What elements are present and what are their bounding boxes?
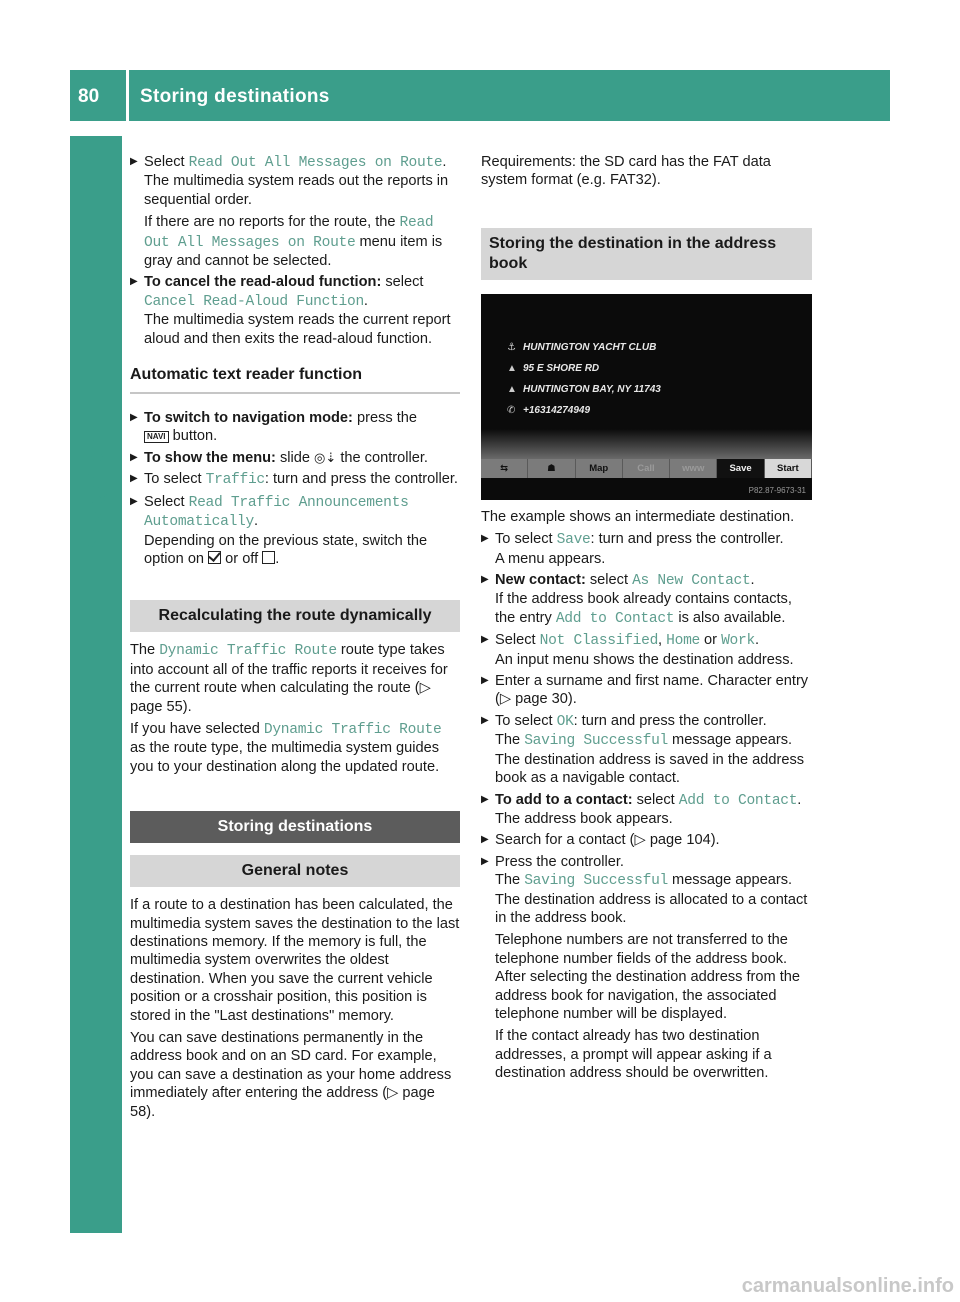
menu-item-map: Map xyxy=(576,459,623,478)
menu-poi-icon: ☗ xyxy=(528,459,575,478)
phone-icon: ✆ xyxy=(507,404,516,416)
heading-automatic-text-reader: Automatic text reader function xyxy=(130,366,363,384)
screen-row-city: ▲ HUNTINGTON BAY, NY 11743 xyxy=(507,383,661,395)
step-arrow-icon: ▶ xyxy=(130,495,138,507)
step-arrow-icon: ▶ xyxy=(481,634,489,646)
step-arrow-icon: ▶ xyxy=(481,675,489,687)
step-press-controller: ▶ Press the controller. The Saving Successful message appears. The destination address is allocated to a contact in the address book. Telephone numbers are not transferred to the telephone number fields of the address book. After selecting the destination address from the address book for navigation, the associated telephone number will be displayed. If the contact already has two destination addresses, a prompt will appear asking if a destination address should be overwritten. xyxy=(481,853,812,1083)
paragraph-requirements: Requirements: the SD card has the FAT data system format (e.g. FAT32). xyxy=(481,154,771,189)
paragraph-general-notes-2: You can save destinations permanently in the address book and on an SD card. For example, you can save a destination as your home address immediately after entering the address (▷ page 58). xyxy=(130,1030,452,1120)
side-tab-label: Navigation xyxy=(83,438,108,552)
step-select-category: ▶ Select Not Classified, Home or Work. An input menu shows the destination address. xyxy=(481,632,794,668)
menu-swap-icon: ⇆ xyxy=(481,459,528,478)
step-select-ok: ▶ To select OK: turn and press the controller. The Saving Successful message appears. The destination address is saved in the address book as a navigable contact. xyxy=(481,712,805,787)
watermark: carmanualsonline.info xyxy=(741,1275,954,1297)
side-tab-bar xyxy=(70,136,122,1233)
heading-general-notes: General notes xyxy=(130,855,460,887)
paragraph-example: The example shows an intermediate destination. xyxy=(481,508,795,525)
street-icon: ▲ xyxy=(507,362,517,374)
address-screen-image xyxy=(481,294,812,500)
page-title: Storing destinations xyxy=(140,86,330,107)
page-ref-arrow-icon: ▷ xyxy=(634,832,646,849)
city-icon: ▲ xyxy=(507,383,517,395)
screen-menu-bar xyxy=(481,459,812,478)
step-arrow-icon: ▶ xyxy=(481,714,489,726)
screen-glow xyxy=(481,429,812,459)
step-arrow-icon: ▶ xyxy=(481,793,489,805)
step-select-save: ▶ To select Save: turn and press the controller. A menu appears. xyxy=(481,531,784,567)
paragraph-dynamic-traffic: The Dynamic Traffic Route route type takes into account all of the traffic reports it receives for the current route when calculating the route (▷ page 55). xyxy=(130,642,448,715)
heading-recalculating-route: Recalculating the route dynamically xyxy=(130,600,460,632)
step-arrow-icon: ▶ xyxy=(481,574,489,586)
controller-slide-down-icon: ◎⇣ xyxy=(314,449,337,465)
heading-storing-in-address-book: Storing the destination in the address book xyxy=(481,228,812,280)
step-arrow-icon: ▶ xyxy=(481,855,489,867)
step-read-traffic-announcements: ▶ Select Read Traffic Announcements Automatically. Depending on the previous state, switch the option on or off . xyxy=(130,493,428,567)
page-number: 80 xyxy=(78,86,100,107)
step-select-traffic: ▶ To select Traffic: turn and press the controller. xyxy=(130,471,458,489)
header-divider xyxy=(126,70,129,121)
marina-icon: ⚓ xyxy=(507,341,516,353)
step-arrow-icon: ▶ xyxy=(481,834,489,846)
screen-image-code: P82.87-9673-31 xyxy=(748,485,806,495)
paragraph-dynamic-route-selected: If you have selected Dynamic Traffic Route as the route type, the multimedia system guides you to your destination along the updated route. xyxy=(130,720,442,775)
heading-storing-destinations: Storing destinations xyxy=(130,811,460,843)
step-cancel-read-aloud: ▶ To cancel the read-aloud function: select Cancel Read-Aloud Function. The multimedia system reads the current report aloud and then exits the read-aloud function. xyxy=(130,274,451,347)
note-telephone-numbers: Telephone numbers are not transferred to the telephone number fields of the address book. After selecting the destination address from the address book for navigation, the associated telephone number will be displayed. xyxy=(495,932,801,1022)
checkbox-checked-icon xyxy=(208,551,221,564)
menu-item-www: www xyxy=(670,459,717,478)
paragraph-general-notes-1: If a route to a destination has been calculated, the multimedia system saves the destination to the last destinations memory. If the memory is full, the multimedia system overwrites the oldest destination. When you save the current vehicle position or a crosshair position, this position is stored in the "Last destinations" memory. xyxy=(130,897,460,1024)
step-arrow-icon: ▶ xyxy=(130,451,138,463)
checkbox-unchecked-icon xyxy=(262,551,275,564)
step-arrow-icon: ▶ xyxy=(481,533,489,545)
navi-key-icon: NAVI xyxy=(144,431,169,443)
page-ref-arrow-icon: ▷ xyxy=(499,691,512,708)
page-ref-arrow-icon: ▷ xyxy=(419,680,431,697)
step-navigation-mode: ▶ To switch to navigation mode: press the NAVI button. xyxy=(130,410,418,445)
screen-row-name: ⚓ HUNTINGTON YACHT CLUB xyxy=(507,341,657,353)
heading-rule xyxy=(130,392,460,394)
left-column xyxy=(130,153,460,1121)
screen-row-street: ▲ 95 E SHORE RD xyxy=(507,362,600,374)
step-arrow-icon: ▶ xyxy=(130,473,138,485)
step-show-menu: ▶ To show the menu: slide ◎⇣ the controller. xyxy=(130,449,428,466)
note-two-destinations: If the contact already has two destination addresses, a prompt will appear asking if a destination address should be overwritten. xyxy=(495,1028,772,1082)
step-read-out-messages: ▶ Select Read Out All Messages on Route. The multimedia system reads out the reports in sequential order. If there are no reports for the route, the Read Out All Messages on Route menu item is gray and cannot be selected. xyxy=(130,154,449,270)
step-search-contact: ▶ Search for a contact (▷ page 104). xyxy=(481,832,720,849)
step-add-to-contact: ▶ To add to a contact: select Add to Contact. The address book appears. xyxy=(481,791,802,827)
step-enter-name: ▶ Enter a surname and first name. Character entry (▷ page 30). xyxy=(481,673,809,708)
menu-item-call: Call xyxy=(623,459,670,478)
page-ref-arrow-icon: ▷ xyxy=(387,1085,399,1102)
step-arrow-icon: ▶ xyxy=(130,276,138,288)
step-arrow-icon: ▶ xyxy=(130,156,138,167)
step-arrow-icon: ▶ xyxy=(130,412,138,424)
screen-row-phone: ✆ +16314274949 xyxy=(507,404,591,416)
right-column xyxy=(481,153,812,1083)
menu-item-start: Start xyxy=(765,459,812,478)
step-new-contact: ▶ New contact: select As New Contact. If the address book already contains contacts, the entry Add to Contact is also available. xyxy=(481,572,792,627)
menu-item-save: Save xyxy=(717,459,764,478)
